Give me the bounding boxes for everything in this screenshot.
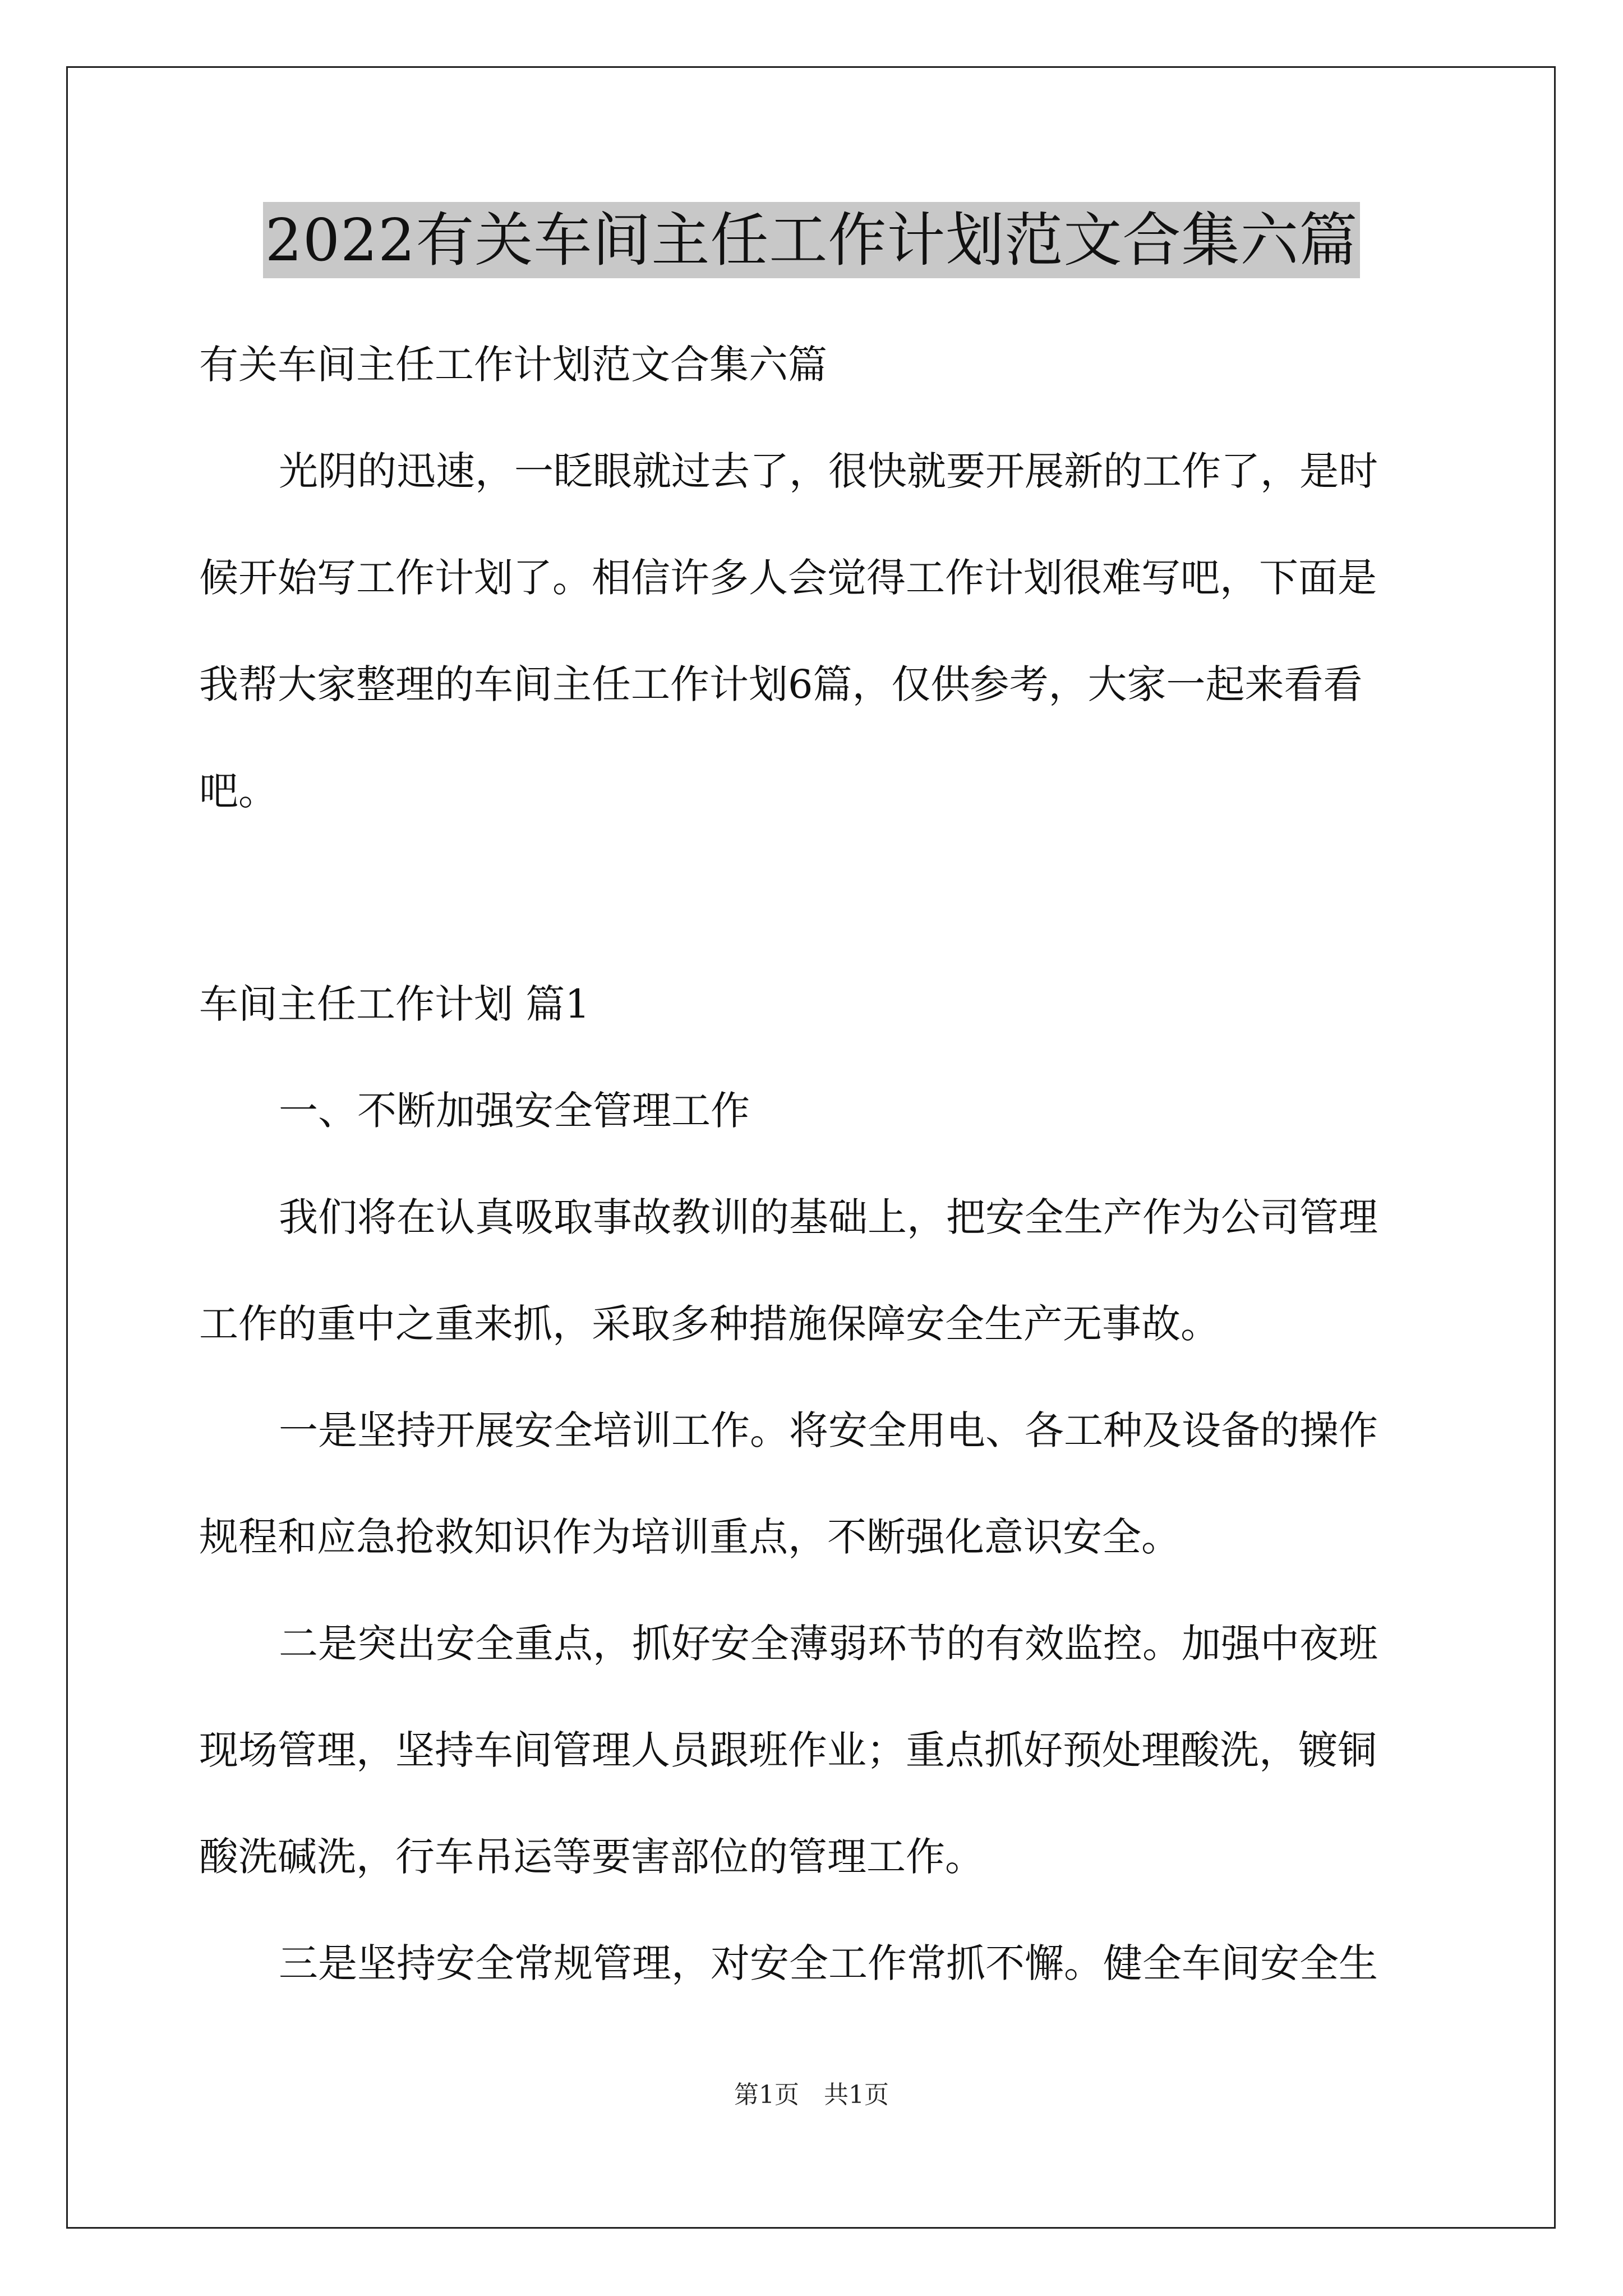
text-line: 候开始写工作计划了。相信许多人会觉得工作计划很难写吧，下面是 xyxy=(199,555,1377,601)
text-line: 二是突出安全重点，抓好安全薄弱环节的有效监控。加强中夜班 xyxy=(279,1621,1378,1667)
text-line: 一、不断加强安全管理工作 xyxy=(279,1088,750,1134)
text-line: 现场管理，坚持车间管理人员跟班作业；重点抓好预处理酸洗，镀铜 xyxy=(199,1727,1377,1773)
text-line: 三是坚持安全常规管理，对安全工作常抓不懈。健全车间安全生 xyxy=(279,1940,1378,1986)
title-container xyxy=(0,202,1623,278)
text-line: 有关车间主任工作计划范文合集六篇 xyxy=(199,342,827,388)
text-line: 我们将在认真吸取事故教训的基础上，把安全生产作为公司管理 xyxy=(279,1194,1378,1240)
text-line: 一是坚持开展安全培训工作。将安全用电、各工种及设备的操作 xyxy=(279,1407,1378,1453)
text-line: 工作的重中之重来抓，采取多种措施保障安全生产无事故。 xyxy=(199,1301,1220,1347)
text-line: 规程和应急抢救知识作为培训重点，不断强化意识安全。 xyxy=(199,1514,1181,1560)
text-line: 光阴的迅速，一眨眼就过去了，很快就要开展新的工作了，是时 xyxy=(279,448,1378,494)
document-body xyxy=(199,311,1424,2017)
text-line: 酸洗碱洗，行车吊运等要害部位的管理工作。 xyxy=(199,1834,984,1880)
page-footer: 第1页 共1页 xyxy=(734,2081,889,2109)
document-title: 2022有关车间主任工作计划范文合集六篇 xyxy=(263,202,1361,278)
blank-line xyxy=(199,844,1424,951)
text-line: 车间主任工作计划 篇1 xyxy=(199,981,590,1027)
text-line: 我帮大家整理的车间主任工作计划6篇，仅供参考，大家一起来看看 xyxy=(199,661,1363,707)
text-line: 吧。 xyxy=(199,768,278,814)
